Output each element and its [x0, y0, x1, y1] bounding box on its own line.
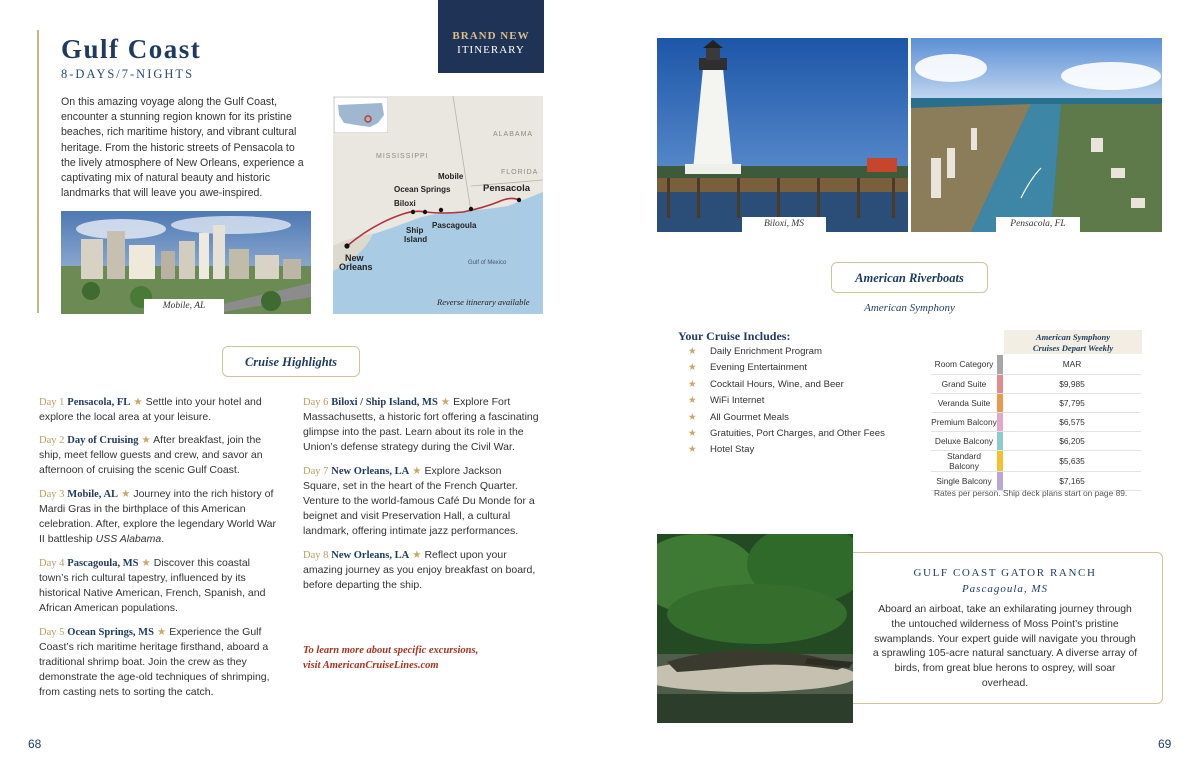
star-icon: ★	[688, 346, 697, 357]
map-stop-label: Island	[404, 235, 428, 244]
day-place: New Orleans, LA	[331, 466, 410, 477]
price-table-header	[1004, 330, 1142, 354]
price-header-line-2: Cruises Depart Weekly	[1032, 342, 1114, 353]
badge-line-2: ITINERARY	[457, 44, 525, 56]
star-icon: ★	[412, 465, 422, 477]
includes-list	[688, 345, 885, 460]
biloxi-photo-image	[657, 38, 908, 232]
pensacola-aerial-photo	[911, 38, 1162, 232]
day-number: Day 1	[39, 397, 65, 408]
map-stop-label: New	[345, 253, 364, 263]
star-icon: ★	[688, 362, 697, 374]
star-icon: ★	[133, 396, 143, 408]
price-table	[931, 355, 1141, 491]
day-place: Biloxi / Ship Island, MS	[331, 397, 438, 408]
day-number: Day 5	[39, 627, 65, 638]
map-water-label: Gulf of Mexico	[468, 260, 507, 266]
day-number: Day 7	[303, 466, 329, 477]
table-row	[931, 374, 1141, 393]
day-description: Explore Jackson Square, set in the heart of the French Quarter. Venture to the world-famous Café Du Monde for a beignet and visit Preservation Hall, a cultural landmark, offering intimate jazz performances.	[303, 465, 535, 537]
day-description: Reflect upon your amazing journey as you enjoy breakfast on board, before departing the ship.	[303, 549, 536, 591]
star-icon: ★	[688, 378, 697, 390]
day-place: Pensacola, FL	[67, 397, 131, 408]
room-price: $7,165	[1003, 471, 1141, 490]
badge-line-1: BRAND NEW	[452, 30, 530, 42]
day-description: After breakfast, join the ship, meet fellow guests and crew, and savor an afternoon of cruising the scenic Gulf Coast.	[39, 434, 263, 476]
photo-caption-mobile: Mobile, AL	[144, 299, 224, 314]
brand-label: American Riverboats	[831, 262, 988, 293]
itinerary-map	[333, 96, 543, 314]
include-label: Hotel Stay	[710, 444, 755, 456]
room-category: Grand Suite	[931, 374, 997, 393]
include-label: Gratuities, Port Charges, and Other Fees	[710, 427, 885, 439]
room-price: $9,985	[1003, 374, 1141, 393]
star-icon: ★	[688, 427, 697, 439]
day-place: Mobile, AL	[67, 489, 119, 500]
ranch-title: GULF COAST GATOR RANCH	[913, 567, 1097, 579]
day-number: Day 8	[303, 550, 329, 561]
map-stop-label: Biloxi	[394, 199, 416, 208]
day-entry	[303, 464, 541, 539]
day-entry	[39, 433, 281, 478]
ship-name-italic: USS Alabama	[95, 533, 162, 545]
include-label: Evening Entertainment	[710, 362, 808, 374]
photo-caption-pensacola: Pensacola, FL	[996, 217, 1080, 232]
list-item	[688, 394, 885, 410]
price-header-line-1: American Symphony	[1035, 332, 1111, 342]
map-stop-label: Ocean Springs	[394, 185, 451, 194]
table-row	[931, 431, 1141, 450]
star-icon: ★	[440, 396, 451, 408]
day-entry	[39, 556, 281, 616]
day-number: Day 6	[303, 397, 329, 408]
rates-note: Rates per person. Ship deck plans start on page 89.	[934, 488, 1128, 498]
day-entry	[303, 395, 541, 455]
list-item	[688, 427, 885, 443]
page-number-right: 69	[1158, 737, 1172, 751]
map-state-label: MISSISSIPPI	[376, 153, 429, 160]
intro-paragraph: On this amazing voyage along the Gulf Coast, encounter a stunning region known for its pristine beaches, rich maritime history, and vibrant cultural heritage. From the historic streets of Pensacola to the lively atmosphere of New Orleans, experience a captivating mix of natural beauty and historic landmarks that will leave you awe-inspired.	[61, 96, 304, 200]
day-place: Ocean Springs, MS	[67, 627, 154, 638]
star-icon: ★	[412, 549, 422, 561]
star-icon: ★	[120, 488, 131, 500]
day-number: Day 4	[39, 558, 65, 569]
ranch-description: Aboard an airboat, take an exhilarating journey through the untouched wilderness of Moss Point’s pristine swamplands. Your expert guide will navigate you through a sprawling 105-acre natural sanctuary. A diverse array of birds, from great blue herons to osprey, will soar overhead.	[872, 604, 1138, 689]
page-number-left: 68	[28, 737, 42, 751]
room-category: Premium Balcony	[931, 412, 997, 431]
includes-title: Your Cruise Includes:	[678, 329, 791, 343]
ship-name: American Symphony	[864, 302, 955, 314]
day-description: Experience the Gulf Coast’s rich maritime heritage firsthand, aboard a traditional shrimp boat. Join the crew as they demonstrate the age-old techniques of shrimping, from casting nets to sorting the catch.	[39, 626, 270, 698]
us-inset-map	[334, 97, 388, 133]
list-item	[688, 345, 885, 361]
room-price: $7,795	[1003, 393, 1141, 412]
map-state-label: FLORIDA	[501, 169, 539, 176]
include-label: WiFi Internet	[710, 395, 765, 407]
room-price: $6,205	[1003, 431, 1141, 450]
days-column-left	[39, 395, 281, 700]
list-item	[688, 443, 885, 459]
map-state-label: ALABAMA	[493, 131, 534, 138]
day-place: Pascagoula, MS	[67, 558, 139, 569]
pensacola-photo-image	[911, 38, 1162, 232]
map-stop-label: Pensacola	[483, 183, 530, 194]
star-icon: ★	[688, 444, 697, 456]
day-place: Day of Cruising	[67, 435, 139, 446]
room-category: Deluxe Balcony	[931, 431, 997, 450]
duration-subtitle: 8-DAYS/7-NIGHTS	[61, 67, 195, 81]
star-icon: ★	[688, 395, 697, 407]
reverse-itinerary-note: Reverse itinerary available	[437, 297, 530, 307]
star-icon: ★	[141, 434, 151, 446]
day-number: Day 3	[39, 489, 65, 500]
include-label: All Gourmet Meals	[710, 411, 789, 423]
page-title: Gulf Coast	[61, 34, 202, 64]
day-description: Explore Fort Massachusetts, a historic fort offering a fascinating glimpse into the past. Learn about its role in the Union’s defense strategy during the Civil War.	[303, 396, 539, 453]
learn-more-line-1: To learn more about specific excursions,	[303, 645, 479, 656]
table-header-row	[931, 355, 1141, 374]
star-icon: ★	[688, 411, 697, 423]
include-label: Daily Enrichment Program	[710, 346, 822, 357]
map-stop-label: Ship	[406, 226, 424, 235]
day-description: Settle into your hotel and explore the local area at your leisure.	[39, 396, 262, 423]
table-row	[931, 393, 1141, 412]
room-price: $5,635	[1003, 450, 1141, 471]
gold-accent-rule	[37, 30, 39, 313]
alligator-photo	[657, 534, 853, 723]
learn-more-line-2[interactable]: visit AmericanCruiseLines.com	[303, 660, 439, 671]
room-category: Standard Balcony	[931, 450, 997, 471]
map-stop-label: Mobile	[438, 172, 464, 181]
map-stop-label: Pascagoula	[432, 221, 477, 230]
alligator-image	[657, 534, 853, 723]
room-price: $6,575	[1003, 412, 1141, 431]
star-icon: ★	[156, 626, 167, 638]
day-entry	[39, 487, 281, 547]
day-description: Journey into the rich history of Mardi Gras in the birthplace of this American celebration. After, explore the legendary World War II battleship	[39, 488, 276, 545]
learn-more-link[interactable]	[303, 643, 543, 673]
list-item	[688, 411, 885, 427]
day-place: New Orleans, LA	[331, 550, 410, 561]
include-label: Cocktail Hours, Wine, and Beer	[710, 378, 844, 390]
mobile-city-photo	[61, 211, 311, 314]
table-row	[931, 450, 1141, 471]
day-number: Day 2	[39, 435, 65, 446]
map-stop-label: Orleans	[339, 262, 373, 272]
column-header-category: Room Category	[931, 355, 997, 374]
list-item	[688, 378, 885, 394]
day-entry	[39, 395, 281, 425]
ranch-location: Pascagoula, MS	[961, 583, 1049, 595]
biloxi-lighthouse-photo	[657, 38, 908, 232]
day-description: Discover this coastal town’s rich cultural tapestry, influenced by its historical Native American, French, Spanish, and African American populations.	[39, 557, 266, 614]
brand-new-badge	[438, 0, 544, 73]
list-item	[688, 361, 885, 377]
room-category: Veranda Suite	[931, 393, 997, 412]
star-icon: ★	[141, 557, 151, 569]
column-header-month: MAR	[1003, 355, 1141, 374]
table-row	[931, 412, 1141, 431]
photo-caption-biloxi: Biloxi, MS	[742, 217, 826, 232]
room-category: Single Balcony	[931, 471, 997, 490]
day-entry	[39, 625, 281, 700]
days-column-right	[303, 395, 541, 593]
sentence-end: .	[161, 533, 165, 545]
cruise-highlights-label: Cruise Highlights	[222, 346, 360, 377]
day-entry	[303, 548, 541, 593]
